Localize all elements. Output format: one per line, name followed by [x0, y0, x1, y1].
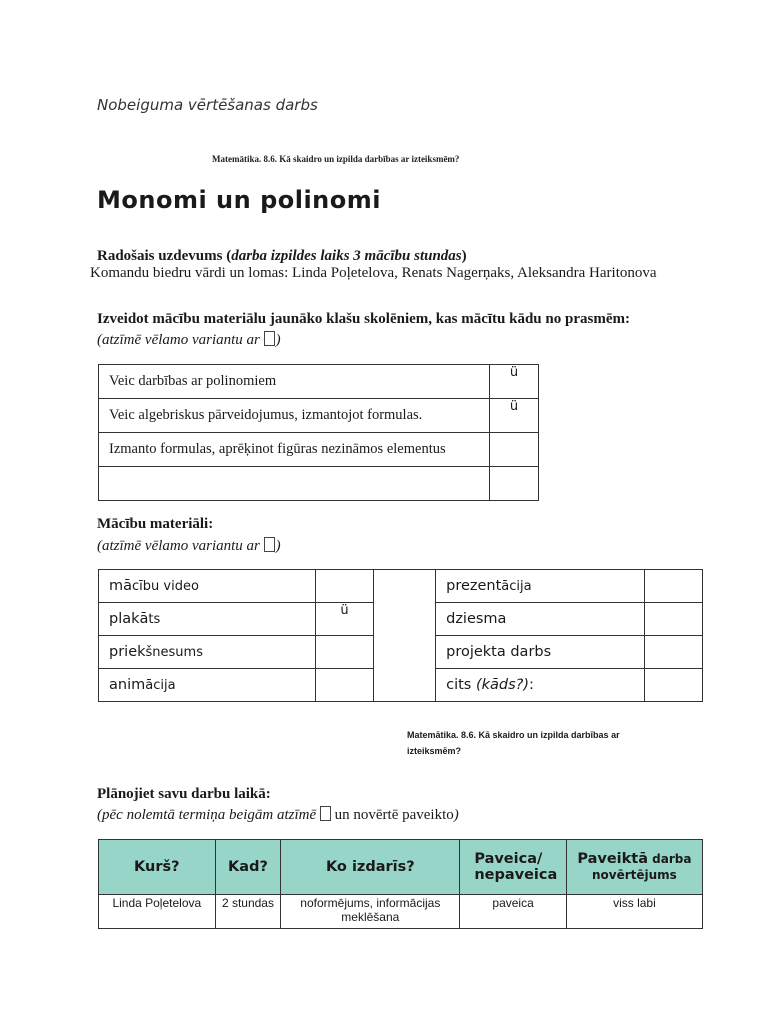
- table-header-row: [99, 840, 703, 895]
- material-checkbox[interactable]: [315, 570, 373, 603]
- material-label-part: šnesums: [145, 645, 203, 660]
- cell-rating: viss labi: [566, 895, 702, 929]
- page-title: Monomi un polinomi: [97, 186, 381, 214]
- section3-heading: Plānojiet savu darbu laikā:: [97, 786, 271, 802]
- running-header: Matemātika. 8.6. Kā skaidro un izpilda darbības ar izteiksmēm?: [212, 154, 460, 164]
- check-mark-icon: ü: [340, 603, 349, 618]
- material-checkbox[interactable]: [644, 669, 702, 702]
- materials-table: [98, 569, 703, 702]
- checkmark-placeholder-icon: [320, 806, 331, 821]
- document-title: Nobeiguma vērtēšanas darbs: [97, 96, 318, 114]
- creative-task-duration: darba izpildes laiks 3 mācību stundas: [231, 248, 462, 264]
- material-checkbox[interactable]: [315, 603, 373, 636]
- section3-hint-close: ): [453, 807, 459, 823]
- table-row: [99, 895, 703, 929]
- skill-label[interactable]: [99, 467, 490, 501]
- rating-header-sub: novērtējums: [591, 868, 677, 882]
- check-mark-icon: ü: [509, 365, 519, 380]
- cell-when: 2 stundas: [215, 895, 281, 929]
- rating-header-tail: darba: [647, 852, 692, 866]
- creative-task-close: ): [461, 248, 467, 264]
- material-checkbox[interactable]: [315, 669, 373, 702]
- running-header-2-line: Matemātika. 8.6. Kā skaidro un izpilda darbības ar: [407, 730, 620, 740]
- section3-hint-open: (: [97, 807, 102, 823]
- checkmark-placeholder-icon: [264, 537, 275, 552]
- creative-task-label: Radošais uzdevums (: [97, 248, 232, 264]
- section1-hint: [97, 331, 281, 349]
- material-checkbox[interactable]: [644, 636, 702, 669]
- material-label-part: (kāds?): [475, 677, 530, 693]
- section3-hint: [97, 806, 459, 824]
- table-row: [99, 399, 539, 433]
- material-label: [99, 603, 316, 636]
- skill-label: Izmanto formulas, aprēķinot figūras nezināmos elementus: [99, 433, 490, 467]
- material-label-part: cību video: [132, 579, 199, 594]
- team-members: Komandu biedru vārdi un lomas: Linda Poļetelova, Renats Nagerņaks, Aleksandra Haritonova: [90, 265, 657, 281]
- skill-label: Veic darbības ar polinomiem: [99, 365, 490, 399]
- material-checkbox[interactable]: [644, 603, 702, 636]
- skill-checkbox[interactable]: [490, 399, 539, 433]
- column-header-who: Kurš?: [99, 840, 216, 895]
- section3-hint-text: pēc nolemtā termiņa beigām atzīmē: [102, 807, 320, 823]
- material-label: [436, 669, 645, 702]
- rating-header-main: Paveiktā: [577, 851, 648, 867]
- skill-checkbox[interactable]: [490, 365, 539, 399]
- section3-hint-rest: un novērtē paveikto: [330, 807, 454, 823]
- skill-checkbox[interactable]: [490, 433, 539, 467]
- skills-table: [98, 364, 539, 501]
- material-label-part: :: [529, 677, 534, 693]
- running-header-2: [407, 727, 647, 759]
- section2-hint: [97, 537, 281, 555]
- section1-hint-text: (atzīmē vēlamo variantu ar: [97, 332, 264, 348]
- plan-table: [98, 839, 703, 929]
- material-label-part: ācija: [501, 579, 532, 594]
- column-header-rating: [566, 840, 702, 895]
- material-label-part: prezent: [446, 578, 502, 594]
- material-label-part: projekta darbs: [446, 644, 552, 660]
- material-label-part: ācija: [145, 678, 176, 693]
- running-header-2-line: izteiksmēm?: [407, 746, 462, 756]
- material-label-part: mā: [109, 578, 133, 594]
- column-header-done: Paveica/ nepaveica: [460, 840, 567, 895]
- section1-heading: Izveidot mācību materiālu jaunāko klašu skolēniem, kas mācītu kādu no prasmēm:: [97, 311, 630, 327]
- section2-hint-text: (atzīmē vēlamo variantu ar: [97, 538, 264, 554]
- cell-done: paveica: [460, 895, 567, 929]
- material-label: [436, 603, 645, 636]
- column-header-when: Kad?: [215, 840, 281, 895]
- material-checkbox[interactable]: [315, 636, 373, 669]
- material-label-part: priek: [109, 644, 146, 660]
- skill-label: Veic algebriskus pārveidojumus, izmantojot formulas.: [99, 399, 490, 433]
- material-label: [99, 669, 316, 702]
- cell-who: Linda Poļetelova: [99, 895, 216, 929]
- table-row: [99, 433, 539, 467]
- material-label-part: plakā: [109, 611, 149, 627]
- material-label: [99, 636, 316, 669]
- table-row: [99, 570, 703, 603]
- material-label-part: dziesma: [446, 611, 507, 627]
- skill-checkbox[interactable]: [490, 467, 539, 501]
- table-row: [99, 467, 539, 501]
- cell-what: noformējums, informācijas meklēšana: [281, 895, 460, 929]
- column-header-what: Ko izdarīs?: [281, 840, 460, 895]
- material-label-part: cits: [446, 677, 476, 693]
- section2-heading: Mācību materiāli:: [97, 516, 214, 532]
- creative-task-line: [97, 248, 467, 265]
- material-label: [436, 636, 645, 669]
- table-row: [99, 365, 539, 399]
- material-label: [99, 570, 316, 603]
- section1-hint-close: ): [275, 332, 281, 348]
- material-label-part: ts: [148, 612, 161, 627]
- checkmark-placeholder-icon: [264, 331, 275, 346]
- section2-hint-close: ): [275, 538, 281, 554]
- material-checkbox[interactable]: [644, 570, 702, 603]
- table-spacer: [373, 570, 435, 702]
- material-label: [436, 570, 645, 603]
- check-mark-icon: ü: [509, 399, 519, 414]
- material-label-part: anim: [109, 677, 146, 693]
